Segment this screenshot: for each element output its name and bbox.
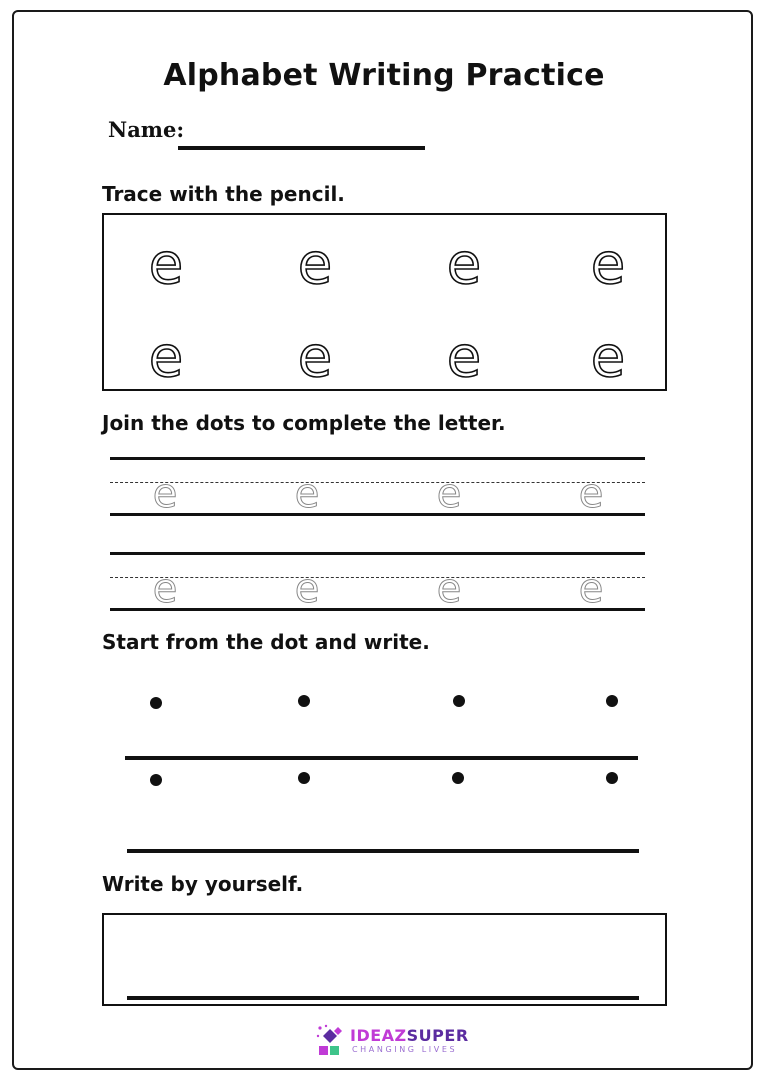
writing-top-line <box>110 552 645 555</box>
brand-name-part2: SUPER <box>406 1026 469 1045</box>
trace-heading: Trace with the pencil. <box>102 182 345 206</box>
start-dot-heading: Start from the dot and write. <box>102 630 430 654</box>
trace-letter[interactable]: e <box>446 325 482 390</box>
writing-mid-dashed-line <box>110 482 645 483</box>
writing-base-line <box>127 849 639 853</box>
dotted-letter[interactable]: e <box>294 566 320 612</box>
writing-base-line <box>125 756 638 760</box>
start-dot[interactable] <box>452 772 464 784</box>
worksheet-title: Alphabet Writing Practice <box>163 58 605 93</box>
brand-logo <box>316 1024 486 1060</box>
start-dot[interactable] <box>298 695 310 707</box>
trace-letter[interactable]: e <box>148 325 184 390</box>
name-write-line[interactable] <box>178 146 425 150</box>
trace-letter[interactable]: e <box>590 325 626 390</box>
writing-top-line <box>110 457 645 460</box>
start-dot[interactable] <box>298 772 310 784</box>
dotted-letter[interactable]: e <box>152 471 178 517</box>
brand-mark-icon <box>316 1024 346 1056</box>
dotted-letter[interactable]: e <box>578 471 604 517</box>
start-dot[interactable] <box>606 695 618 707</box>
dotted-letter[interactable]: e <box>436 566 462 612</box>
writing-base-line <box>127 996 639 1000</box>
dotted-letter[interactable]: e <box>152 566 178 612</box>
trace-letter[interactable]: e <box>148 232 184 297</box>
write-yourself-heading: Write by yourself. <box>102 872 304 896</box>
brand-name-part1: IDEAZ <box>350 1026 407 1045</box>
worksheet-border <box>12 10 753 1070</box>
trace-letter[interactable]: e <box>590 232 626 297</box>
dotted-letter[interactable]: e <box>578 566 604 612</box>
brand-name <box>350 1026 469 1045</box>
free-write-box[interactable] <box>102 913 667 1006</box>
writing-base-line <box>110 513 645 516</box>
brand-tagline: CHANGING LIVES <box>352 1045 458 1054</box>
dotted-letter[interactable]: e <box>294 471 320 517</box>
start-dot[interactable] <box>606 772 618 784</box>
start-dot[interactable] <box>453 695 465 707</box>
start-dot[interactable] <box>150 774 162 786</box>
writing-base-line <box>110 608 645 611</box>
dotted-letter[interactable]: e <box>436 471 462 517</box>
trace-letter[interactable]: e <box>297 232 333 297</box>
join-dots-heading: Join the dots to complete the letter. <box>102 411 506 435</box>
trace-letter[interactable]: e <box>446 232 482 297</box>
trace-box[interactable] <box>102 213 667 391</box>
trace-letter[interactable]: e <box>297 325 333 390</box>
start-dot[interactable] <box>150 697 162 709</box>
name-label: Name: <box>108 117 185 142</box>
writing-mid-dashed-line <box>110 577 645 578</box>
